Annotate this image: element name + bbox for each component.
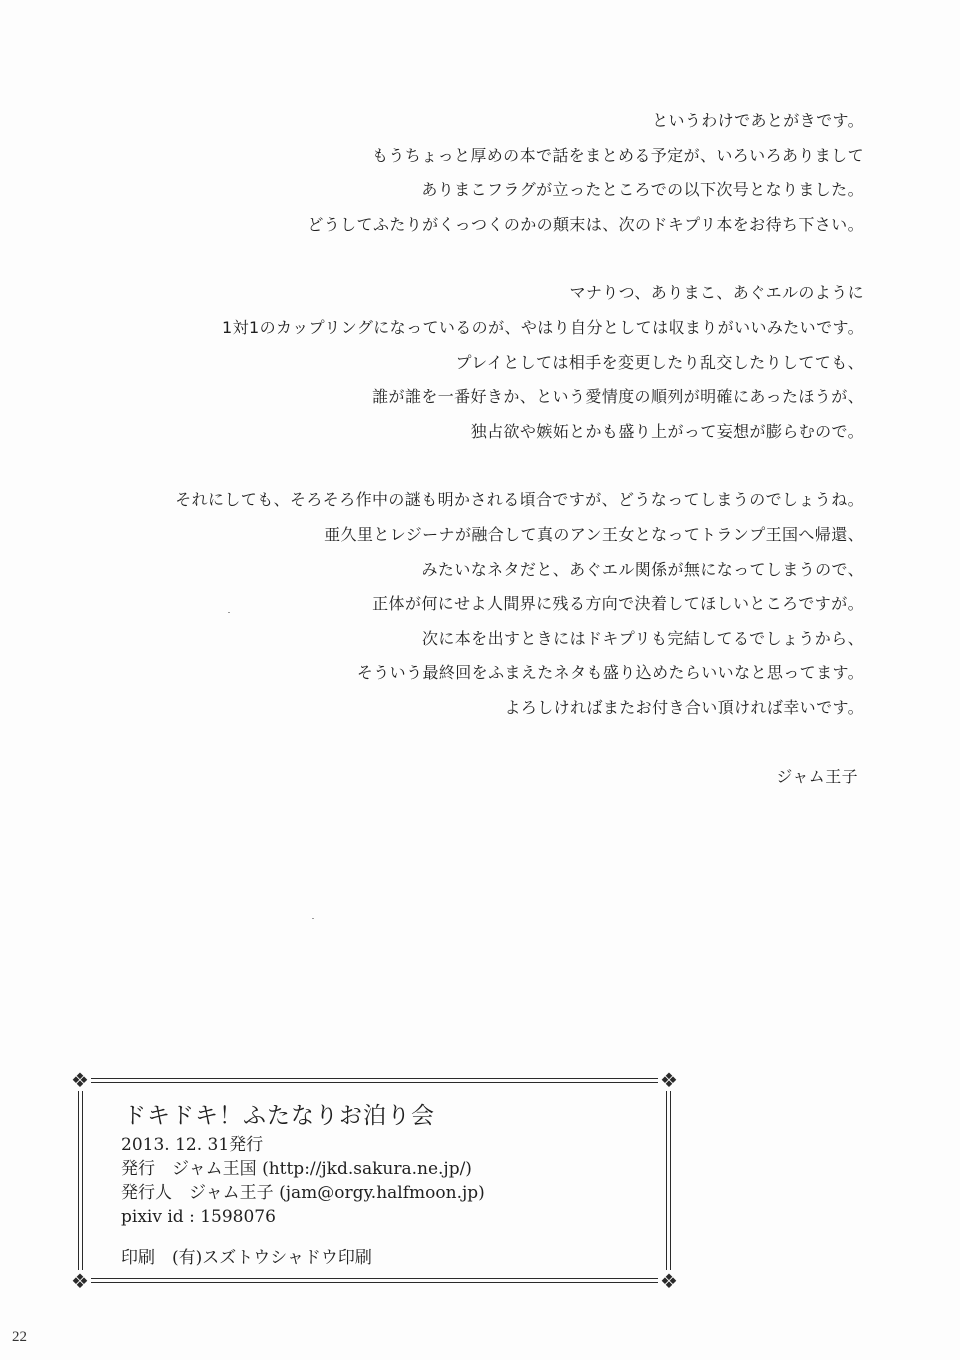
printer: 印刷 (有)スズトウシャドウ印刷 [121, 1248, 372, 1268]
colophon-box [71, 1068, 678, 1293]
text-line: よろしければまたお付き合い頂ければ幸いです。 [504, 697, 864, 717]
ornament-icon: ❖ [69, 1270, 91, 1292]
ornament-icon: ❖ [658, 1069, 680, 1091]
text-line: というわけであとがきです。 [652, 111, 864, 130]
text-line: そういう最終回をふまえたネタも盛り込めたらいいなと思ってます。 [356, 663, 864, 683]
publisher: 発行 ジャム王国 (http://jkd.sakura.ne.jp/) [121, 1159, 472, 1179]
text-line: それにしても、そろそろ作中の謎も明かされる頃合ですが、どうなってしまうのでしょうね。 [175, 490, 864, 510]
afterword-paragraph-1 [144, 104, 864, 242]
colophon-details [121, 1133, 485, 1229]
text-line: 誰が誰を一番好きか、という愛情度の順列が明確にあったほうが、 [372, 387, 864, 407]
text-line: プレイとしては相手を変更したり乱交したりしてても、 [455, 352, 864, 372]
book-title: ドキドキ！ふたなりお泊り会 [123, 1103, 435, 1129]
ornament-icon: ❖ [658, 1270, 680, 1292]
text-line: 次に本を出すときにはドキプリも完結してるでしょうから、 [421, 628, 864, 648]
issuer: 発行人 ジャム王子 (jam@orgy.halfmoon.jp) [121, 1183, 485, 1203]
scan-speck [228, 612, 230, 613]
author-signature: ジャム王子 [776, 766, 858, 786]
pixiv-id: pixiv id : 1598076 [121, 1207, 276, 1227]
afterword-paragraph-2 [144, 276, 864, 449]
afterword [144, 104, 864, 794]
afterword-paragraph-3 [144, 483, 864, 725]
scan-speck [312, 918, 314, 919]
ornament-icon: ❖ [69, 1069, 91, 1091]
page-number: 22 [12, 1329, 27, 1345]
text-line: どうしてふたりがくっつくのかの顛末は、次のドキプリ本をお待ち下さい。 [307, 214, 864, 234]
text-line: 独占欲や嫉妬とかも盛り上がって妄想が膨らむので。 [470, 421, 864, 441]
text-line: もうちょっと厚めの本で話をまとめる予定が、いろいろありまして [371, 145, 864, 165]
text-line: 正体が何にせよ人間界に残る方向で決着してほしいところですが。 [372, 594, 864, 614]
text-line: みたいなネタだと、あぐエル関係が無になってしまうので、 [421, 559, 864, 579]
text-line: マナりつ、ありまこ、あぐエルのように [569, 283, 864, 303]
text-line: 亜久里とレジーナが融合して真のアン王女となってトランプ王国へ帰還、 [324, 524, 864, 544]
text-line: 1対1のカップリングになっているのが、やはり自分としては収まりがいいみたいです。 [222, 317, 864, 337]
publish-date: 2013. 12. 31発行 [121, 1135, 264, 1155]
text-line: ありまこフラグが立ったところでの以下次号となりました。 [421, 180, 864, 200]
